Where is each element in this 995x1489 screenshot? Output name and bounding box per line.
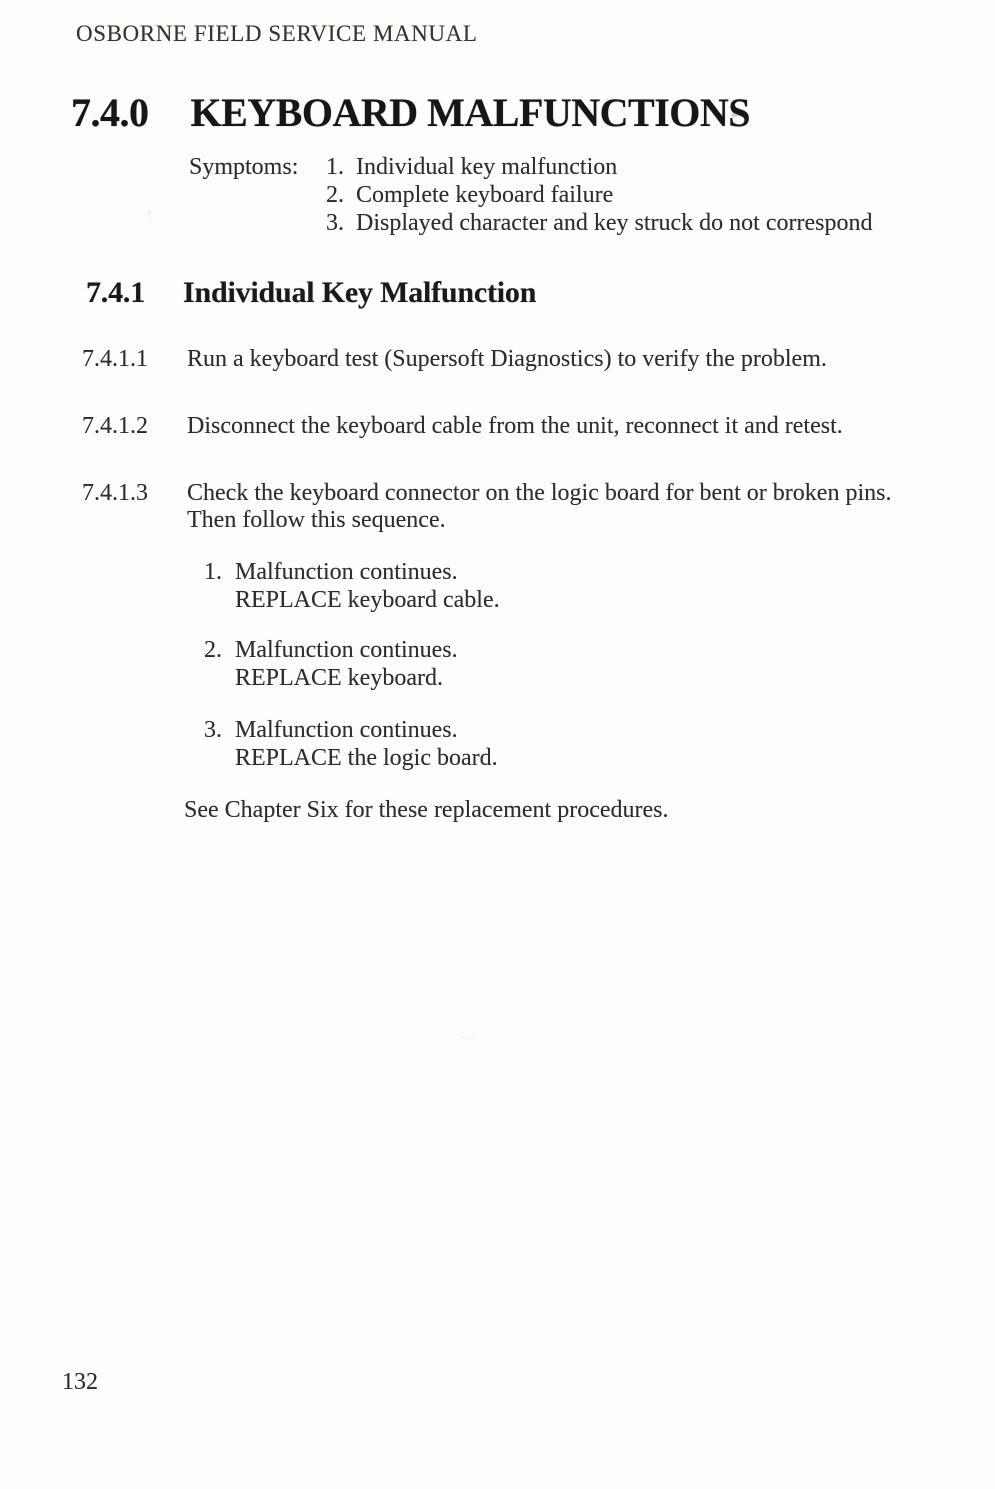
sequence-text <box>235 558 500 614</box>
symptom-text: Complete keyboard failure <box>356 182 614 208</box>
procedure-number: 7.4.1.1 <box>82 346 148 372</box>
sequence-number: 3. <box>204 717 222 743</box>
procedure-item <box>82 480 891 534</box>
section-number: 7.4.0 <box>71 90 149 135</box>
sequence-item <box>204 636 458 692</box>
procedure-text-line: Check the keyboard connector on the logic board for bent or broken pins. <box>187 480 892 506</box>
symptoms-block <box>189 153 872 237</box>
sequence-text <box>235 636 458 692</box>
sequence-item <box>204 716 498 772</box>
page-number: 132 <box>62 1369 98 1395</box>
sequence-text <box>235 716 498 772</box>
scan-artifact <box>148 209 151 218</box>
symptom-text: Individual key malfunction <box>356 154 618 180</box>
procedure-text-line: Then follow this sequence. <box>187 507 446 533</box>
procedure-number: 7.4.1.3 <box>82 480 148 506</box>
procedure-item <box>82 413 843 440</box>
sequence-condition: Malfunction continues. <box>235 717 458 743</box>
procedure-text <box>187 480 891 534</box>
subsection-number: 7.4.1 <box>86 276 146 309</box>
symptom-number: 3. <box>326 210 344 236</box>
symptoms-label: Symptoms: <box>189 154 299 180</box>
sequence-condition: Malfunction continues. <box>235 559 458 585</box>
sequence-condition: Malfunction continues. <box>235 637 458 663</box>
symptom-number: 1. <box>326 154 344 180</box>
scan-artifact <box>460 1035 474 1040</box>
scan-artifact <box>731 113 738 117</box>
symptom-item <box>326 209 872 237</box>
section-heading <box>71 89 750 136</box>
closing-note: See Chapter Six for these replacement procedures. <box>184 797 669 823</box>
procedure-number: 7.4.1.2 <box>82 413 148 439</box>
symptom-item <box>326 153 872 181</box>
procedure-text: Disconnect the keyboard cable from the unit, reconnect it and retest. <box>187 413 843 439</box>
symptom-text: Displayed character and key struck do not correspond <box>356 210 873 236</box>
sequence-action: REPLACE keyboard cable. <box>235 587 500 613</box>
running-header: OSBORNE FIELD SERVICE MANUAL <box>76 21 478 46</box>
symptom-number: 2. <box>326 182 344 208</box>
procedure-text: Run a keyboard test (Supersoft Diagnostics) to verify the problem. <box>187 346 827 372</box>
symptom-item <box>326 181 872 209</box>
section-title: KEYBOARD MALFUNCTIONS <box>190 90 751 135</box>
sequence-action: REPLACE keyboard. <box>235 665 443 691</box>
sequence-number: 1. <box>204 559 222 585</box>
procedure-item <box>82 346 827 373</box>
symptoms-list <box>326 153 872 237</box>
sequence-item <box>204 558 500 614</box>
subsection-title: Individual Key Malfunction <box>183 276 537 309</box>
sequence-action: REPLACE the logic board. <box>235 745 498 771</box>
subsection-heading <box>86 276 536 310</box>
sequence-number: 2. <box>204 637 222 663</box>
